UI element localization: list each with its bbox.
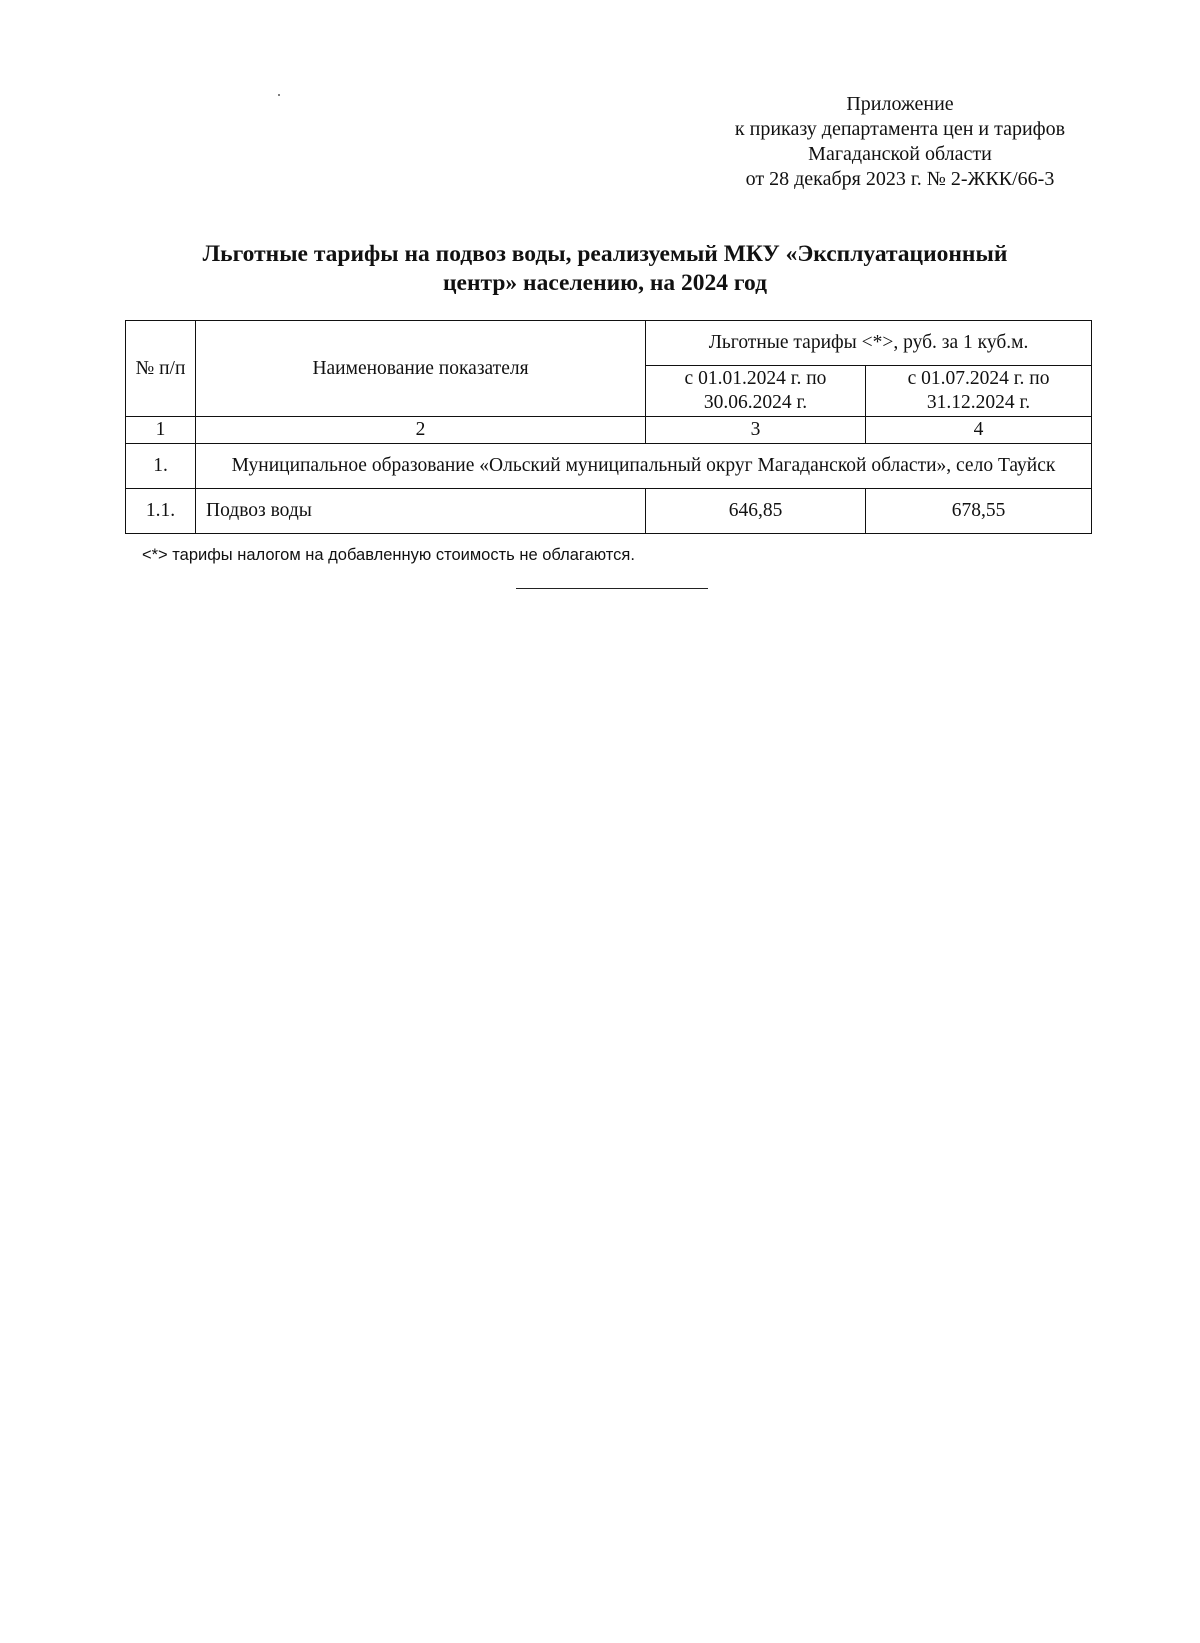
table-row — [126, 489, 1092, 534]
footnote: <*> тарифы налогом на добавленную стоимость не облагаются. — [142, 546, 635, 564]
municipality-name: Муниципальное образование «Ольский муниципальный округ Магаданской области», село Тауйск — [196, 444, 1092, 489]
column-number: 2 — [196, 417, 646, 444]
document-title-line-1: Льготные тарифы на подвоз воды, реализуемый МКУ «Эксплуатационный — [202, 241, 1008, 267]
approval-line-4: от 28 декабря 2023 г. № 2-ЖКК/66-3 — [745, 168, 1055, 190]
column-number-row — [126, 417, 1092, 444]
header-num-cell — [126, 321, 196, 417]
header-period-1: с 01.01.2024 г. по 30.06.2024 г. — [684, 368, 827, 413]
approval-line-3: Магаданской области — [808, 143, 992, 165]
municipality-row — [126, 444, 1092, 489]
row-tariff-period-1: 646,85 — [646, 489, 866, 534]
header-period-2: с 01.07.2024 г. по 31.12.2024 г. — [907, 368, 1050, 413]
approval-line-1: Приложение — [846, 93, 954, 115]
header-name: Наименование показателя — [312, 357, 529, 379]
scan-speck — [278, 94, 280, 96]
column-number: 1 — [126, 417, 196, 444]
header-name-cell — [196, 321, 646, 417]
header-group-cell — [646, 321, 1092, 366]
approval-line-2: к приказу департамента цен и тарифов — [734, 118, 1066, 140]
row-name: Подвоз воды — [196, 489, 646, 534]
column-number: 4 — [866, 417, 1092, 444]
header-group: Льготные тарифы <*>, руб. за 1 куб.м. — [708, 332, 1029, 353]
table-header-row — [126, 321, 1092, 366]
end-divider — [516, 588, 708, 589]
document-title-line-2: центр» населению, на 2024 год — [443, 270, 767, 296]
header-num: № п/п — [135, 357, 186, 379]
header-period-1-cell — [646, 366, 866, 417]
approval-block — [690, 92, 1110, 192]
document-title — [140, 240, 1070, 298]
row-num: 1.1. — [126, 489, 196, 534]
column-number: 3 — [646, 417, 866, 444]
tariff-table — [125, 320, 1092, 534]
row-tariff-period-2: 678,55 — [866, 489, 1092, 534]
municipality-num: 1. — [126, 444, 196, 489]
header-period-2-cell — [866, 366, 1092, 417]
